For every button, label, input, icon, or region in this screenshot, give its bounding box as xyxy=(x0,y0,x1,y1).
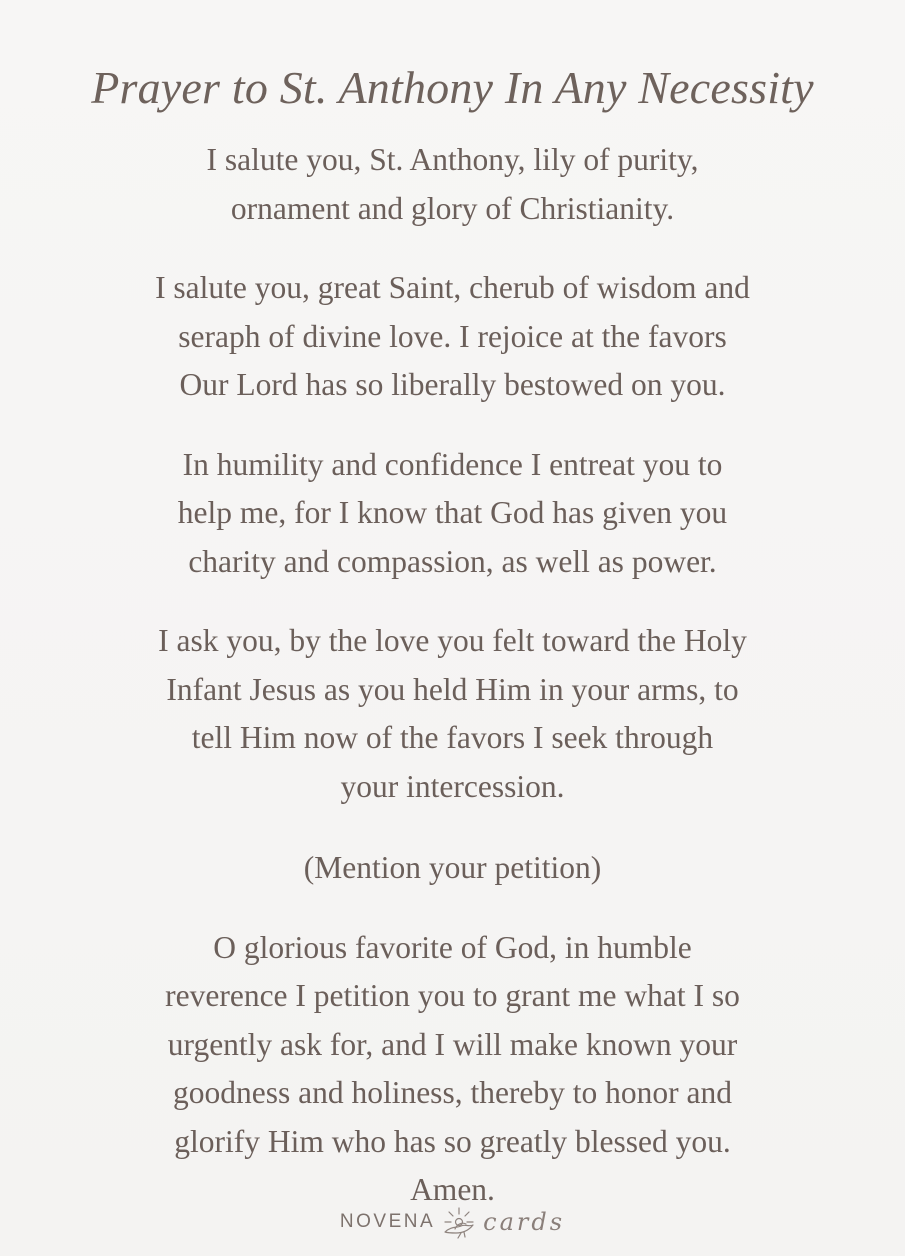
prayer-line: I ask you, by the love you felt toward the Holy xyxy=(158,623,747,658)
prayer-line: reverence I petition you to grant me what I so xyxy=(165,978,740,1013)
brand-logo xyxy=(340,1202,565,1242)
prayer-paragraph xyxy=(40,136,865,233)
prayer-line: Our Lord has so liberally bestowed on you. xyxy=(179,367,726,402)
prayer-line: (Mention your petition) xyxy=(303,850,602,885)
prayer-paragraph xyxy=(40,441,865,587)
prayer-line: In humility and confidence I entreat you to xyxy=(182,446,723,482)
prayer-line: help me, for I know that God has given you xyxy=(177,495,728,530)
prayer-line: charity and compassion, as well as power. xyxy=(188,543,717,579)
amen-line: Amen. xyxy=(410,1172,495,1207)
prayer-paragraph xyxy=(40,264,865,410)
petition-instruction xyxy=(40,844,865,893)
prayer-line: urgently ask for, and I will make known your xyxy=(167,1026,738,1062)
brand-name-novena: NOVENA xyxy=(339,1211,436,1232)
brand-footer xyxy=(0,1202,905,1246)
brand-name-cards: cards xyxy=(483,1208,566,1236)
prayer-line: I salute you, great Saint, cherub of wisdom and xyxy=(155,270,750,305)
prayer-line: tell Him now of the favors I seek through xyxy=(191,720,714,755)
dove-icon xyxy=(439,1202,479,1242)
prayer-line: I salute you, St. Anthony, lily of purity, xyxy=(206,142,699,177)
prayer-line: seraph of divine love. I rejoice at the favors xyxy=(178,318,727,354)
prayer-paragraph xyxy=(40,924,865,1215)
prayer-line: Infant Jesus as you held Him in your arms, to xyxy=(166,671,739,707)
prayer-body xyxy=(40,136,865,1215)
prayer-line: glorify Him who has so greatly blessed you. xyxy=(174,1123,731,1159)
prayer-line: your intercession. xyxy=(340,768,565,804)
prayer-title: Prayer to St. Anthony In Any Necessity xyxy=(91,62,814,113)
prayer-line: O glorious favorite of God, in humble xyxy=(213,929,692,965)
prayer-line: ornament and glory of Christianity. xyxy=(230,190,675,226)
prayer-line: goodness and holiness, thereby to honor and xyxy=(172,1075,733,1110)
prayer-paragraph xyxy=(40,617,865,811)
